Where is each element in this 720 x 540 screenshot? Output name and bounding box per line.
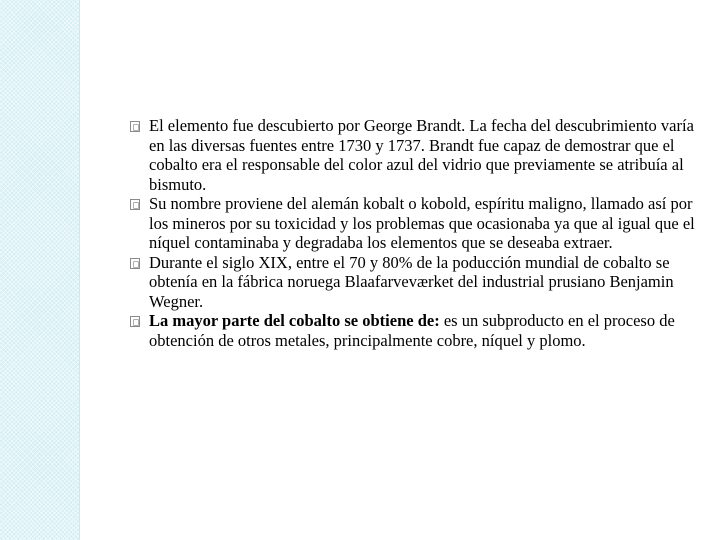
bullet-text: Durante el siglo XIX, entre el 70 y 80% de la poducción mundial de cobalto se obtenía en la fábrica noruega Blaafarveværket del industrial prusiano Benjamin Wegner.: [149, 252, 674, 311]
bullet-text: El elemento fue descubierto por George Brandt. La fecha del descubrimiento varía en las diversas fuentes entre 1730 y 1737. Brandt fue capaz de demostrar que el cobalto era el responsable del color azul del vidrio que previamente se atribuía al bismuto.: [149, 116, 694, 194]
bullet-item-1: [130, 116, 696, 194]
bullet-box-icon: [130, 199, 140, 210]
bullet-text: es un subproducto en el proceso de obtención de otros metales, principalmente cobre, níquel y plomo.: [149, 311, 675, 350]
bullet-box-icon: [130, 316, 140, 327]
decorative-side-band: [0, 0, 80, 540]
bullet-text: Su nombre proviene del alemán kobalt o kobold, espíritu maligno, llamado así por los mineros por su toxicidad y los problemas que ocasionaba ya que al igual que el níquel contaminaba y degradaba los elementos que se deseaba extraer.: [149, 194, 695, 252]
bullet-list: [130, 116, 696, 350]
bullet-box-icon: [130, 121, 140, 132]
bullet-bold-text: La mayor parte del cobalto se obtiene de:: [149, 311, 440, 330]
bullet-box-icon: [130, 258, 140, 269]
bullet-item-4: [130, 311, 696, 350]
bullet-item-2: [130, 194, 696, 253]
bullet-item-3: [130, 253, 696, 312]
